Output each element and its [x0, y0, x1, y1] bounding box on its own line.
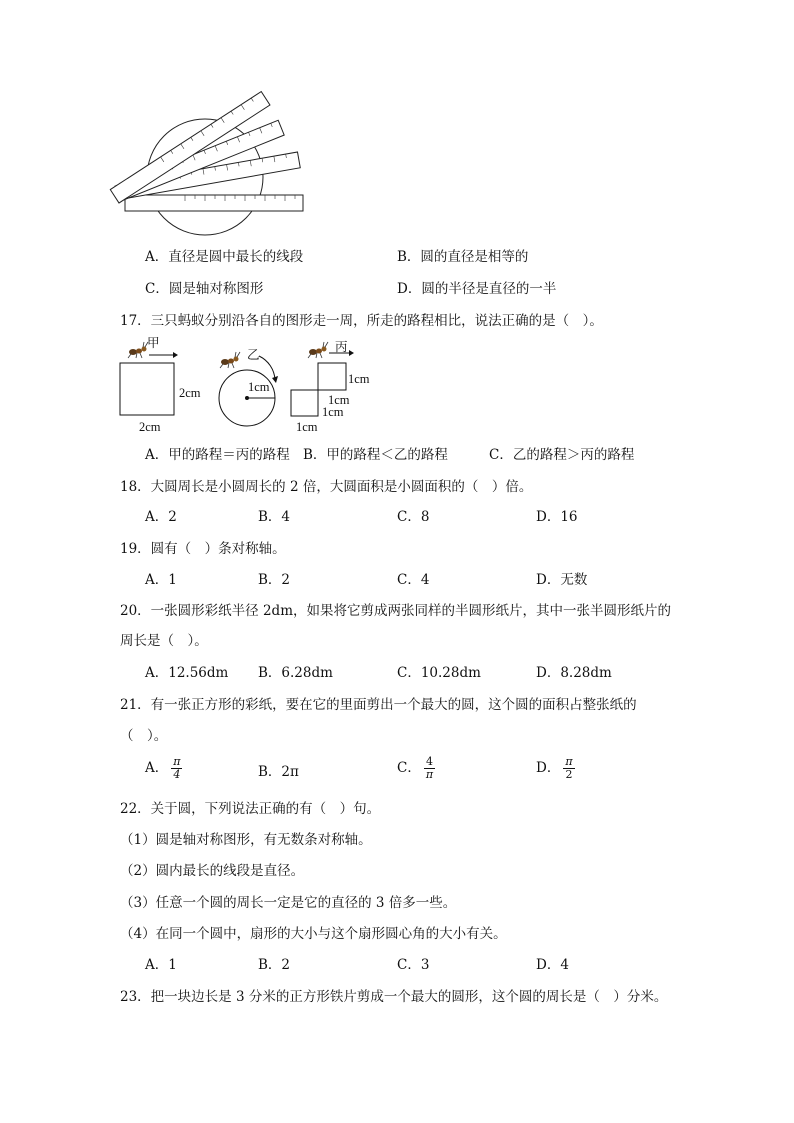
ant-icon: [308, 342, 328, 358]
fraction-4-over-pi: $\frac{4}{\pi}$: [425, 755, 434, 781]
q22-item-2: （2）圆内最长的线段是直径。: [120, 863, 305, 879]
q22-stem: 22．关于圆，下列说法正确的有（ ）句。: [120, 801, 381, 817]
q22-option-d[interactable]: D．4: [536, 957, 569, 973]
q21-option-d[interactable]: [536, 756, 575, 781]
q22-option-a[interactable]: A．1: [145, 957, 177, 973]
q19-stem: 19．圆有（ ）条对称轴。: [120, 541, 286, 557]
q21-option-d-label: D．: [536, 760, 561, 776]
q19-option-c[interactable]: C．4: [397, 572, 430, 588]
q17-option-c[interactable]: C．乙的路程＞丙的路程: [489, 447, 635, 463]
q20-option-d[interactable]: D．8.28dm: [536, 665, 612, 681]
fraction-pi-over-2: $\frac{\pi}{2}$: [565, 755, 573, 781]
q18-option-c[interactable]: C．8: [397, 509, 430, 525]
q17-stem: 17．三只蚂蚁分别沿各自的图形走一周，所走的路程相比，说法正确的是（ ）。: [120, 313, 603, 329]
ant-icon: [220, 352, 240, 368]
fraction-pi-over-4: $\frac{\pi}{4}$: [173, 755, 181, 781]
circle-rulers-figure: [115, 95, 315, 235]
ant-icon: [128, 342, 148, 358]
q18-option-d[interactable]: D．16: [536, 509, 578, 525]
q22-item-1: （1）圆是轴对称图形，有无数条对称轴。: [120, 832, 372, 848]
q22-item-4: （4）在同一个圆中，扇形的大小与这个扇形圆心角的大小有关。: [120, 926, 507, 942]
q20-option-c[interactable]: C．10.28dm: [397, 665, 481, 681]
q21-option-a[interactable]: [145, 756, 182, 781]
q21-option-c-label: C．: [397, 760, 421, 776]
label-b-mid2: 1cm: [322, 405, 344, 419]
label-yi: 乙: [247, 348, 260, 362]
q22-option-b[interactable]: B．2: [258, 957, 291, 973]
label-bing: 丙: [335, 340, 348, 354]
q22-option-c[interactable]: C．3: [397, 957, 430, 973]
q21-option-a-label: A．: [145, 760, 169, 776]
q17-option-a[interactable]: A．甲的路程＝丙的路程: [145, 447, 290, 463]
q16-option-d[interactable]: D．圆的半径是直径的一半: [397, 281, 557, 297]
label-square-side-right: 2cm: [179, 386, 201, 400]
q20-option-a[interactable]: A．12.56dm: [145, 665, 229, 681]
q22-item-3: （3）任意一个圆的周长一定是它的直径的 3 倍多一些。: [120, 895, 457, 911]
q21-stem-line1: 21．有一张正方形的彩纸，要在它的里面剪出一个最大的圆，这个圆的面积占整张纸的: [120, 697, 637, 713]
q17-option-b[interactable]: B．甲的路程＜乙的路程: [303, 447, 448, 463]
q18-option-b[interactable]: B．4: [258, 509, 291, 525]
label-b-bottom: 1cm: [296, 420, 318, 434]
label-b-right-top: 1cm: [348, 372, 370, 386]
label-square-side-bottom: 2cm: [139, 420, 161, 434]
q16-option-a[interactable]: A．直径是圆中最长的线段: [145, 249, 304, 265]
q18-option-a[interactable]: A．2: [145, 509, 177, 525]
label-b-mid1: 1cm: [328, 393, 350, 407]
q19-option-b[interactable]: B．2: [258, 572, 291, 588]
label-circle-radius: 1cm: [248, 380, 270, 394]
q16-option-c[interactable]: C．圆是轴对称图形: [145, 281, 264, 297]
q16-option-b[interactable]: B．圆的直径是相等的: [397, 249, 529, 265]
q21-option-c[interactable]: [397, 756, 435, 781]
q20-stem-line1: 20．一张圆形彩纸半径 2dm，如果将它剪成两张同样的半圆形纸片，其中一张半圆形纸片的: [120, 603, 672, 619]
q18-stem: 18．大圆周长是小圆周长的 2 倍，大圆面积是小圆面积的（ ）倍。: [120, 479, 533, 495]
q21-option-b[interactable]: B．2π: [258, 764, 299, 780]
q23-stem: 23．把一块边长是 3 分米的正方形铁片剪成一个最大的圆形，这个圆的周长是（ ）分米。: [120, 989, 668, 1005]
q20-stem-line2: 周长是（ ）。: [120, 633, 208, 649]
q20-option-b[interactable]: B．6.28dm: [258, 665, 333, 681]
q19-option-d[interactable]: D．无数: [536, 572, 588, 588]
label-jia: 甲: [147, 336, 160, 350]
q21-stem-line2: （ ）。: [120, 728, 168, 744]
q19-option-a[interactable]: A．1: [145, 572, 177, 588]
